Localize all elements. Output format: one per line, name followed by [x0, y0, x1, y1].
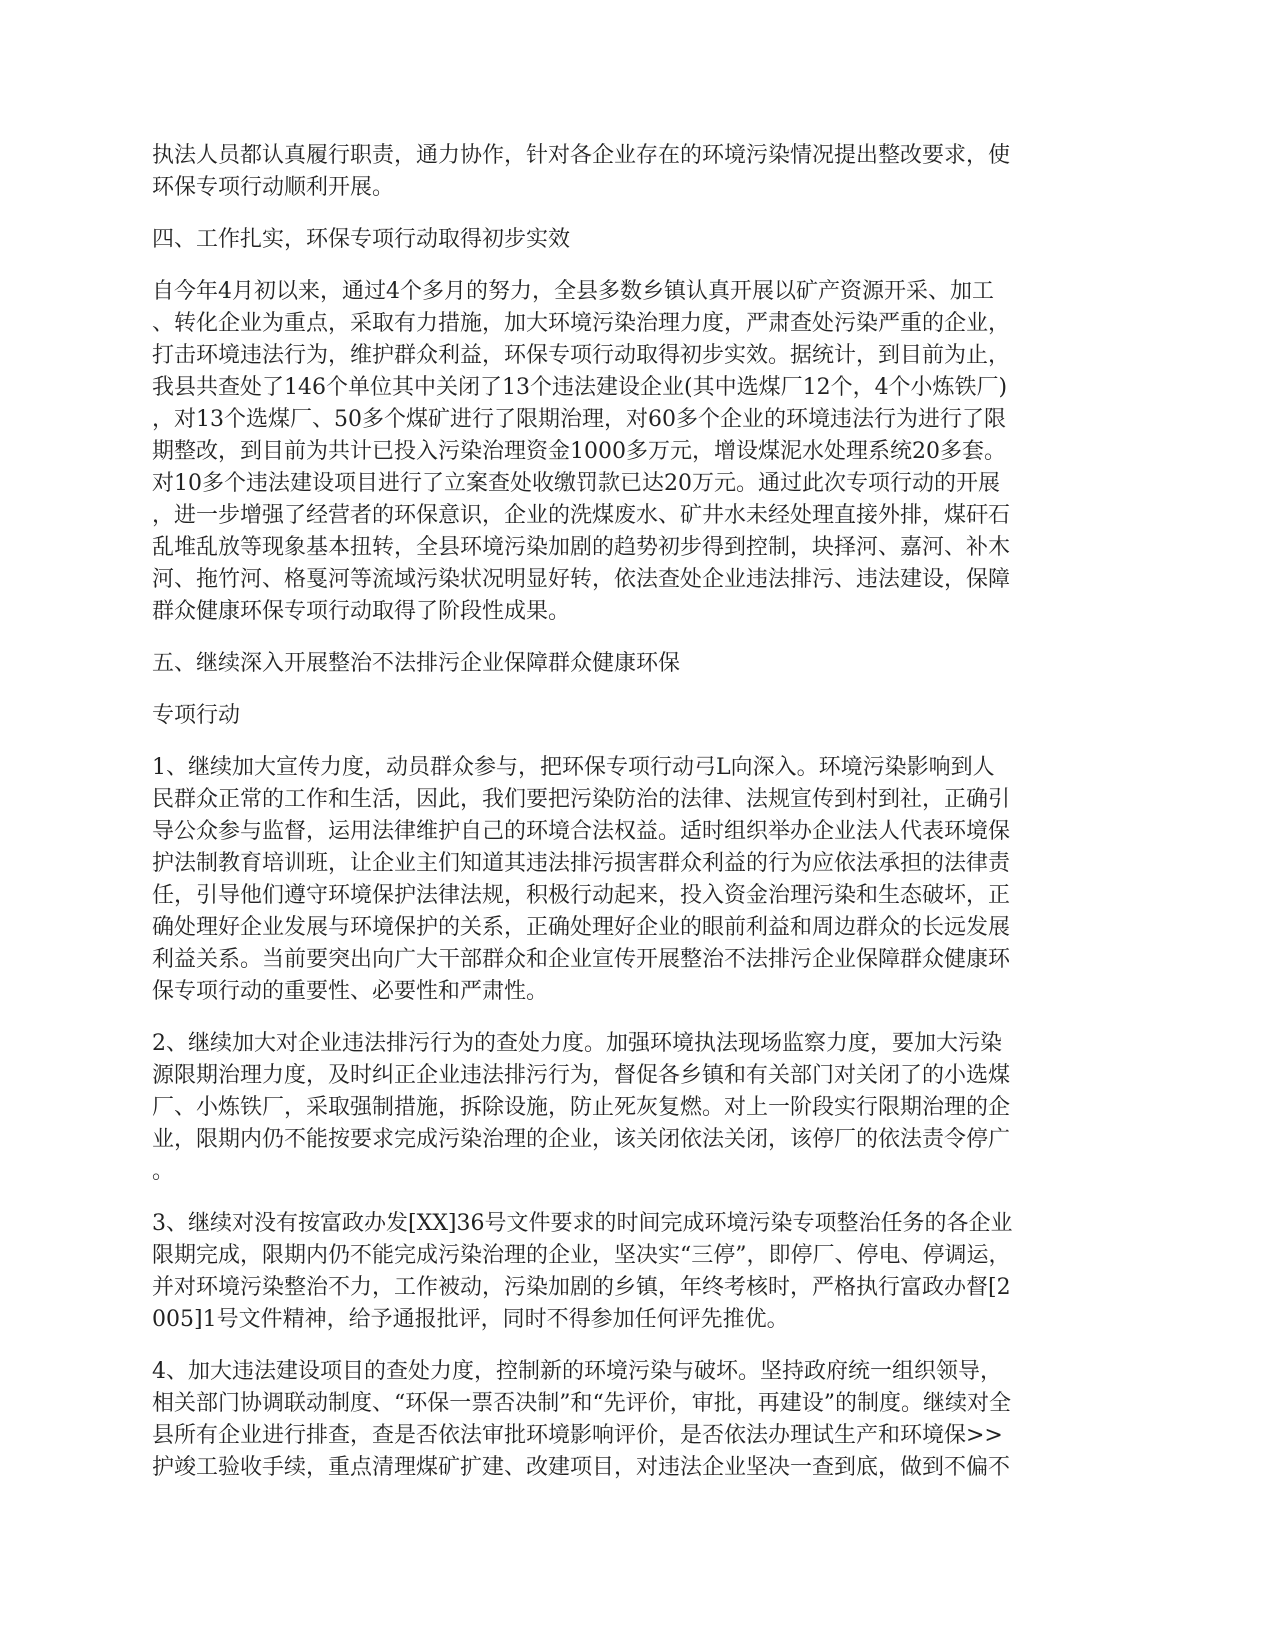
text-line: 环保专项行动顺利开展。: [152, 175, 395, 200]
text-line: 相关部门协调联动制度、“环保一票否决制”和“先评价，审批，再建设”的制度。继续对全: [152, 1391, 1011, 1416]
text-line: 、转化企业为重点，采取有力措施，加大环境污染治理力度，严肃查处污染严重的企业，: [152, 311, 1011, 336]
text-line: 并对环境污染整治不力，工作被动，污染加剧的乡镇，年终考核时，严格执行富政办督[2: [152, 1275, 1011, 1300]
text-line: 我县共查处了146个单位其中关闭了13个违法建设企业(其中选煤厂12个，4个小炼铁厂): [152, 375, 1008, 400]
paragraph-item-1-publicity: [152, 752, 1130, 1008]
text-line: 2、继续加大对企业违法排污行为的查处力度。加强环境执法现场监察力度，要加大污染: [152, 1031, 1002, 1056]
section-heading-four: [152, 224, 1130, 256]
text-line: 4、加大违法建设项目的查处力度，控制新的环境污染与破坏。坚持政府统一组织领导，: [152, 1359, 1002, 1384]
text-line: 乱堆乱放等现象基本扭转，全县环境污染加剧的趋势初步得到控制，块择河、嘉河、补木: [152, 535, 1011, 560]
section-heading-five: [152, 648, 1130, 680]
text-line: 限期完成，限期内仍不能完成污染治理的企业，坚决实“三停”，即停厂、停电、停调运，: [152, 1243, 1011, 1268]
text-line: 利益关系。当前要突出向广大干部群众和企业宣传开展整治不法排污企业保障群众健康环: [152, 947, 1011, 972]
paragraph-item-2-enforcement: [152, 1028, 1130, 1188]
paragraph-initial-results: [152, 276, 1130, 628]
text-line: 河、拖竹河、格戛河等流域污染状况明显好转，依法查处企业违法排污、违法建设，保障: [152, 567, 1011, 592]
text-line: 护法制教育培训班，让企业主们知道其违法排污损害群众利益的行为应依法承担的法律责: [152, 851, 1011, 876]
section-heading-five-continued: [152, 700, 1130, 732]
text-line: 县所有企业进行排查，查是否依法审批环境影响评价，是否依法办理试生产和环境保>>: [152, 1423, 1003, 1448]
document-page: [152, 140, 1130, 1504]
text-line: 执法人员都认真履行职责，通力协作，针对各企业存在的环境污染情况提出整改要求，使: [152, 143, 1011, 168]
text-line: 群众健康环保专项行动取得了阶段性成果。: [152, 599, 571, 624]
text-line: 四、工作扎实，环保专项行动取得初步实效: [152, 227, 571, 252]
text-line: 1、继续加大宣传力度，动员群众参与，把环保专项行动弓L向深入。环境污染影响到人: [152, 755, 995, 780]
text-line: 任，引导他们遵守环境保护法律法规，积极行动起来，投入资金治理污染和生态破坏，正: [152, 883, 1011, 908]
text-line: 导公众参与监督，运用法律维护自己的环境合法权益。适时组织举办企业法人代表环境保: [152, 819, 1011, 844]
text-line: ，对13个选煤厂、50多个煤矿进行了限期治理，对60多个企业的环境违法行为进行了限: [152, 407, 1006, 432]
paragraph-item-3-deadline: [152, 1208, 1130, 1336]
paragraph-item-4-illegal-construction: [152, 1356, 1130, 1484]
text-line: 005]1号文件精神，给予通报批评，同时不得参加任何评先推优。: [152, 1307, 789, 1332]
text-line: 确处理好企业发展与环境保护的关系，正确处理好企业的眼前利益和周边群众的长远发展: [152, 915, 1011, 940]
text-line: 自今年4月初以来，通过4个多月的努力，全县多数乡镇认真开展以矿产资源开采、加工: [152, 279, 994, 304]
text-line: 护竣工验收手续，重点清理煤矿扩建、改建项目，对违法企业坚决一查到底，做到不偏不: [152, 1455, 1011, 1480]
text-line: 专项行动: [152, 703, 241, 728]
text-line: ，进一步增强了经营者的环保意识，企业的洗煤废水、矿井水未经处理直接外排，煤矸石: [152, 503, 1011, 528]
paragraph-enforcement-duties: [152, 140, 1130, 204]
text-line: 五、继续深入开展整治不法排污企业保障群众健康环保: [152, 651, 681, 676]
text-line: 业，限期内仍不能按要求完成污染治理的企业，该关闭依法关闭，该停厂的依法责令停广: [152, 1127, 1011, 1152]
text-line: 保专项行动的重要性、必要性和严肃性。: [152, 979, 549, 1004]
text-line: 3、继续对没有按富政办发[XX]36号文件要求的时间完成环境污染专项整治任务的各企业: [152, 1211, 1013, 1236]
text-line: 厂、小炼铁厂，采取强制措施，拆除设施，防止死灰复燃。对上一阶段实行限期治理的企: [152, 1095, 1011, 1120]
text-line: 打击环境违法行为，维护群众利益，环保专项行动取得初步实效。据统计，到目前为止，: [152, 343, 1011, 368]
text-line: 对10多个违法建设项目进行了立案查处收缴罚款已达20万元。通过此次专项行动的开展: [152, 471, 1000, 496]
text-line: 源限期治理力度，及时纠正企业违法排污行为，督促各乡镇和有关部门对关闭了的小选煤: [152, 1063, 1011, 1088]
text-line: 期整改，到目前为共计已投入污染治理资金1000多万元，增设煤泥水处理系统20多套。: [152, 439, 1006, 464]
text-line: 。: [152, 1159, 175, 1184]
text-line: 民群众正常的工作和生活，因此，我们要把污染防治的法律、法规宣传到村到社，正确引: [152, 787, 1011, 812]
